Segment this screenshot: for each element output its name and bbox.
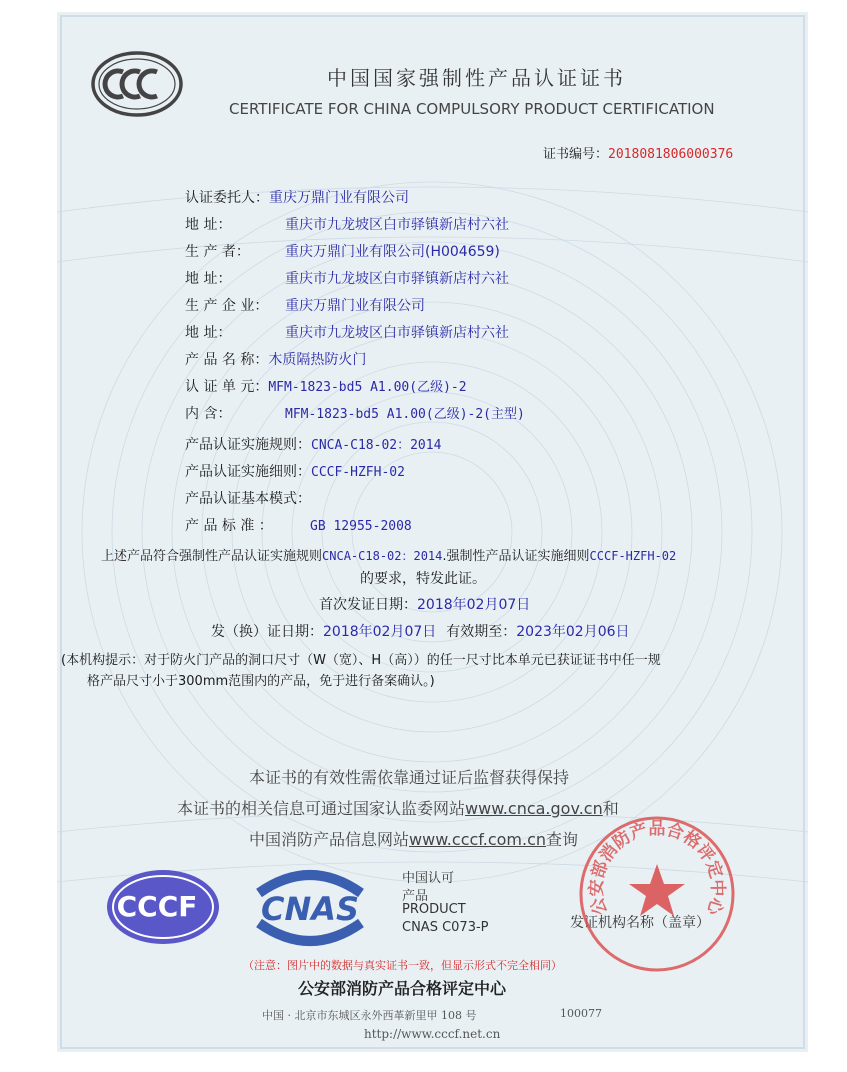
content-label: 内 含： (185, 406, 232, 422)
org-postcode: 100077 (560, 1007, 602, 1020)
ccc-logo-icon (90, 50, 184, 118)
validity-line-2 (177, 796, 619, 819)
unit-label: 认 证 单 元： (185, 379, 269, 395)
address-label: 地 址： (185, 271, 232, 287)
validity-line-1: 本证书的有效性需依靠通过证后监督获得保持 (249, 768, 570, 787)
validity-text-3a: 中国消防产品信息网站 (249, 830, 410, 849)
org-address: 中国 · 北京市东城区永外西革新里甲 108 号 (262, 1009, 477, 1022)
validity-text-3c: 查询 (546, 830, 579, 849)
factory-row (185, 295, 425, 315)
note-line-2: 格产品尺寸小于300mm范围内的产品，免于进行备案确认。) (87, 674, 435, 689)
cnca-link[interactable]: www.cnca.gov.cn (465, 799, 603, 818)
applicant-row (185, 187, 409, 207)
conform-text-1c: 强制性产品认证实施细则 (446, 549, 590, 564)
cnas-logo-text: CNAS (260, 890, 360, 928)
cert-number-label: 证书编号： (543, 147, 609, 162)
manufacturer-label: 生 产 者： (185, 244, 250, 260)
applicant-label: 认证委托人： (185, 190, 269, 206)
product-value: 木质隔热防火门 (268, 352, 367, 368)
factory-address-row (185, 322, 509, 342)
rule-row (185, 434, 441, 454)
valid-label: 有效期至： (446, 624, 517, 640)
conform-detail: CCCF-HZFH-02 (589, 549, 677, 563)
factory-address-value: 重庆市九龙坡区白市驿镇新店村六社 (285, 325, 509, 341)
detail-row (185, 461, 405, 481)
first-issue-row (319, 594, 530, 614)
cnas-logo-icon (245, 863, 375, 951)
official-seal-icon (575, 812, 739, 976)
detail-label: 产品认证实施细则： (185, 464, 311, 480)
rule-value: CNCA-C18-02：2014 (311, 438, 442, 453)
cccf-logo-icon (105, 868, 221, 946)
org-website[interactable]: http://www.cccf.net.cn (364, 1027, 501, 1041)
factory-value: 重庆万鼎门业有限公司 (285, 298, 425, 314)
title-cn: 中国国家强制性产品认证证书 (327, 66, 626, 90)
notice-text: （注意：图片中的数据与真实证书一致，但显示形式不完全相同） (243, 959, 562, 972)
first-issue-label: 首次发证日期： (319, 597, 417, 613)
mode-row (185, 488, 311, 508)
cert-number (543, 143, 733, 162)
validity-line-3 (249, 827, 578, 850)
issue-label: 发（换）证日期： (211, 624, 323, 640)
applicant-address-row (185, 214, 509, 234)
standard-label: 产 品 标 准 ： (185, 518, 273, 534)
accred-line-2: 产品 (402, 889, 429, 904)
accred-line-3: PRODUCT (402, 902, 466, 917)
standard-row (185, 515, 412, 535)
validity-text-2a: 本证书的相关信息可通过国家认监委网站 (177, 799, 466, 818)
manufacturer-value: 重庆万鼎门业有限公司(H004659) (285, 244, 500, 260)
issuer-label: 发证机构名称（盖章） (570, 915, 710, 931)
cccf-logo-text: CCCF (116, 890, 198, 923)
note-line-1: (本机构提示：对于防火门产品的洞口尺寸（W（宽）、H（高））的任一尺寸比本单元已获证证书中任一规 (61, 653, 661, 668)
factory-label: 生 产 企 业： (185, 298, 269, 314)
seal-text: 公安部消防产品合格评定中心 (586, 819, 728, 918)
applicant-address-value: 重庆市九龙坡区白市驿镇新店村六社 (285, 217, 509, 233)
title-en: CERTIFICATE FOR CHINA COMPULSORY PRODUCT CERTIFICATION (229, 100, 715, 118)
applicant-value: 重庆万鼎门业有限公司 (269, 190, 409, 206)
conform-line-2: 的要求，特发此证。 (360, 571, 486, 587)
accred-line-4: CNAS C073-P (402, 920, 489, 935)
issue-row (211, 621, 630, 641)
address-label: 地 址： (185, 217, 232, 233)
certificate (57, 12, 808, 1052)
manufacturer-address-row (185, 268, 509, 288)
address-label: 地 址： (185, 325, 232, 341)
mode-label: 产品认证基本模式： (185, 491, 311, 507)
cert-number-value: 2018081806000376 (608, 147, 734, 162)
rule-label: 产品认证实施规则： (185, 437, 311, 453)
first-issue-value: 2018年02月07日 (417, 597, 531, 613)
validity-text-2c: 和 (602, 799, 619, 818)
cccf-link[interactable]: www.cccf.com.cn (409, 830, 547, 849)
product-label: 产 品 名 称： (185, 352, 269, 368)
issue-value: 2018年02月07日 (323, 624, 437, 640)
conform-rule: CNCA-C18-02：2014 (322, 549, 443, 563)
product-row (185, 349, 366, 369)
standard-value: GB 12955-2008 (310, 519, 412, 534)
manufacturer-address-value: 重庆市九龙坡区白市驿镇新店村六社 (285, 271, 509, 287)
valid-value: 2023年02月06日 (516, 624, 630, 640)
content-row (185, 403, 525, 423)
org-name: 公安部消防产品合格评定中心 (298, 979, 507, 998)
conform-line-1: 上述产品符合强制性产品认证实施规则CNCA-C18-02：2014.强制性产品认证实施细则CCCF-HZFH-02 (101, 549, 677, 564)
accred-line-1: 中国认可 (402, 871, 455, 886)
unit-value: MFM-1823-bd5 A1.00(乙级)-2 (268, 380, 467, 395)
unit-row (185, 376, 467, 396)
detail-value: CCCF-HZFH-02 (311, 465, 405, 480)
manufacturer-row (185, 241, 500, 261)
conform-text-1a: 上述产品符合强制性产品认证实施规则 (101, 549, 323, 564)
content-value: MFM-1823-bd5 A1.00(乙级)-2(主型) (285, 407, 525, 422)
